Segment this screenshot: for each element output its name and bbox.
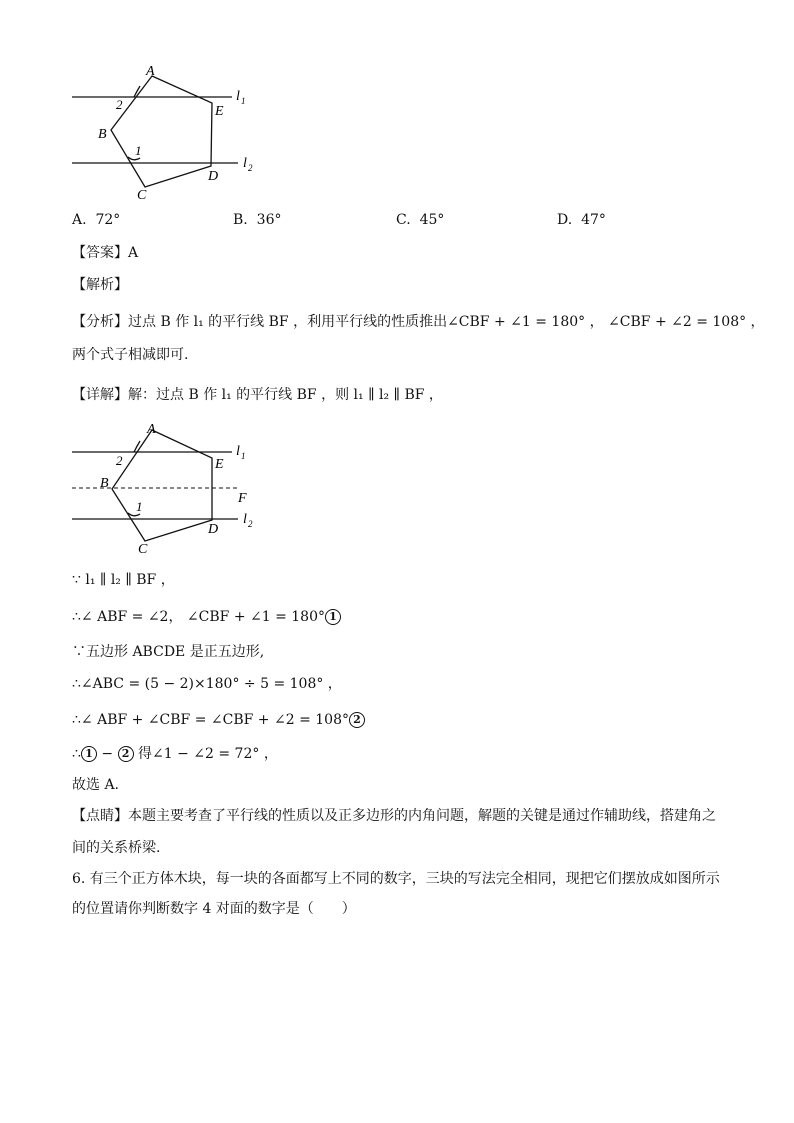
- step-1: ∵ l₁ ∥ l₂ ∥ BF ，: [72, 572, 175, 588]
- fenxi-text-1: 过点 B 作 l₁ 的平行线 BF ，利用平行线的性质推出∠CBF + ∠1 = 180° ， ∠CBF + ∠2 = 108° ，: [128, 314, 765, 330]
- analysis-tag: 【解析】: [72, 277, 128, 293]
- circled-1: 1: [325, 609, 341, 625]
- pentagon: [111, 76, 212, 187]
- label-A: A: [146, 64, 155, 79]
- label-l2: l: [243, 512, 247, 527]
- label-C: C: [138, 542, 148, 557]
- fenxi-line-1: [72, 312, 765, 332]
- step-4: ∴∠ABC = (5 − 2)×180° ÷ 5 = 108° ，: [72, 676, 342, 692]
- label-B: B: [100, 476, 109, 491]
- pentagon: [112, 430, 212, 541]
- label-angle-1: 1: [136, 499, 143, 514]
- step-7: 故选 A.: [72, 777, 120, 793]
- label-E: E: [215, 457, 224, 472]
- label-l1-sub: 1: [241, 451, 246, 461]
- label-D: D: [208, 169, 219, 184]
- choice-c[interactable]: C. 45°: [396, 212, 445, 228]
- dianjing-line-1: [72, 806, 716, 826]
- step-6-result: 得∠1 − ∠2 = 72° ，: [133, 746, 278, 762]
- dianjing-text-1: 本题主要考查了平行线的性质以及正多边形的内角问题，解题的关键是通过作辅助线，搭建角之: [128, 808, 716, 824]
- label-A: A: [147, 422, 156, 437]
- label-C: C: [137, 188, 147, 203]
- q6-line-2: 的位置请你判断数字 4 对面的数字是（ ）: [72, 901, 356, 917]
- choice-d[interactable]: D. 47°: [557, 212, 606, 228]
- label-E: E: [215, 104, 224, 119]
- label-F: F: [238, 491, 247, 506]
- label-angle-2: 2: [116, 453, 123, 468]
- label-l1-sub: 1: [241, 96, 246, 106]
- label-l2: l: [243, 156, 247, 171]
- label-B: B: [98, 127, 107, 142]
- label-l1: l: [236, 444, 240, 459]
- circled-1-ref: 1: [81, 746, 97, 762]
- xiangjie-tag: 【详解】: [72, 387, 128, 403]
- label-angle-2: 2: [116, 97, 123, 112]
- figure-2-pentagon-with-bf: [60, 415, 270, 560]
- dianjing-line-2: 间的关系桥梁.: [72, 840, 161, 856]
- choice-a[interactable]: A. 72°: [72, 212, 121, 228]
- choice-b[interactable]: B. 36°: [233, 212, 282, 228]
- label-angle-1: 1: [135, 143, 142, 158]
- dianjing-tag: 【点睛】: [72, 808, 128, 824]
- label-l2-sub: 2: [248, 519, 253, 529]
- fenxi-tag: 【分析】: [72, 314, 128, 330]
- fenxi-line-2: 两个式子相减即可.: [72, 347, 189, 363]
- label-l2-sub: 2: [248, 163, 253, 173]
- xiangjie-line: [72, 385, 443, 405]
- q6-line-1: 6. 有三个正方体木块，每一块的各面都写上不同的数字，三块的写法完全相同，现把它们摆放成如图所示: [72, 871, 720, 887]
- angle-2-arc: [134, 441, 140, 452]
- figure-1-pentagon: [60, 60, 270, 205]
- step-2-text: ∴∠ ABF = ∠2， ∠CBF + ∠1 = 180°: [72, 609, 325, 625]
- circled-2: 2: [349, 712, 365, 728]
- step-6: [72, 744, 278, 764]
- answer-line: [72, 243, 138, 263]
- step-6-minus: −: [96, 746, 118, 762]
- xiangjie-text: 解：过点 B 作 l₁ 的平行线 BF ，则 l₁ ∥ l₂ ∥ BF ，: [128, 387, 443, 403]
- answer-tag: 【答案】: [72, 245, 128, 261]
- label-l1: l: [236, 89, 240, 104]
- step-5-text: ∴∠ ABF + ∠CBF = ∠CBF + ∠2 = 108°: [72, 712, 349, 728]
- step-2: [72, 607, 341, 627]
- label-D: D: [208, 522, 219, 537]
- circled-2-ref: 2: [118, 746, 134, 762]
- step-5: [72, 710, 365, 730]
- step-3: ∵五边形 ABCDE 是正五边形,: [72, 644, 265, 660]
- step-6-therefore: ∴: [72, 746, 81, 762]
- answer-value: A: [128, 245, 139, 261]
